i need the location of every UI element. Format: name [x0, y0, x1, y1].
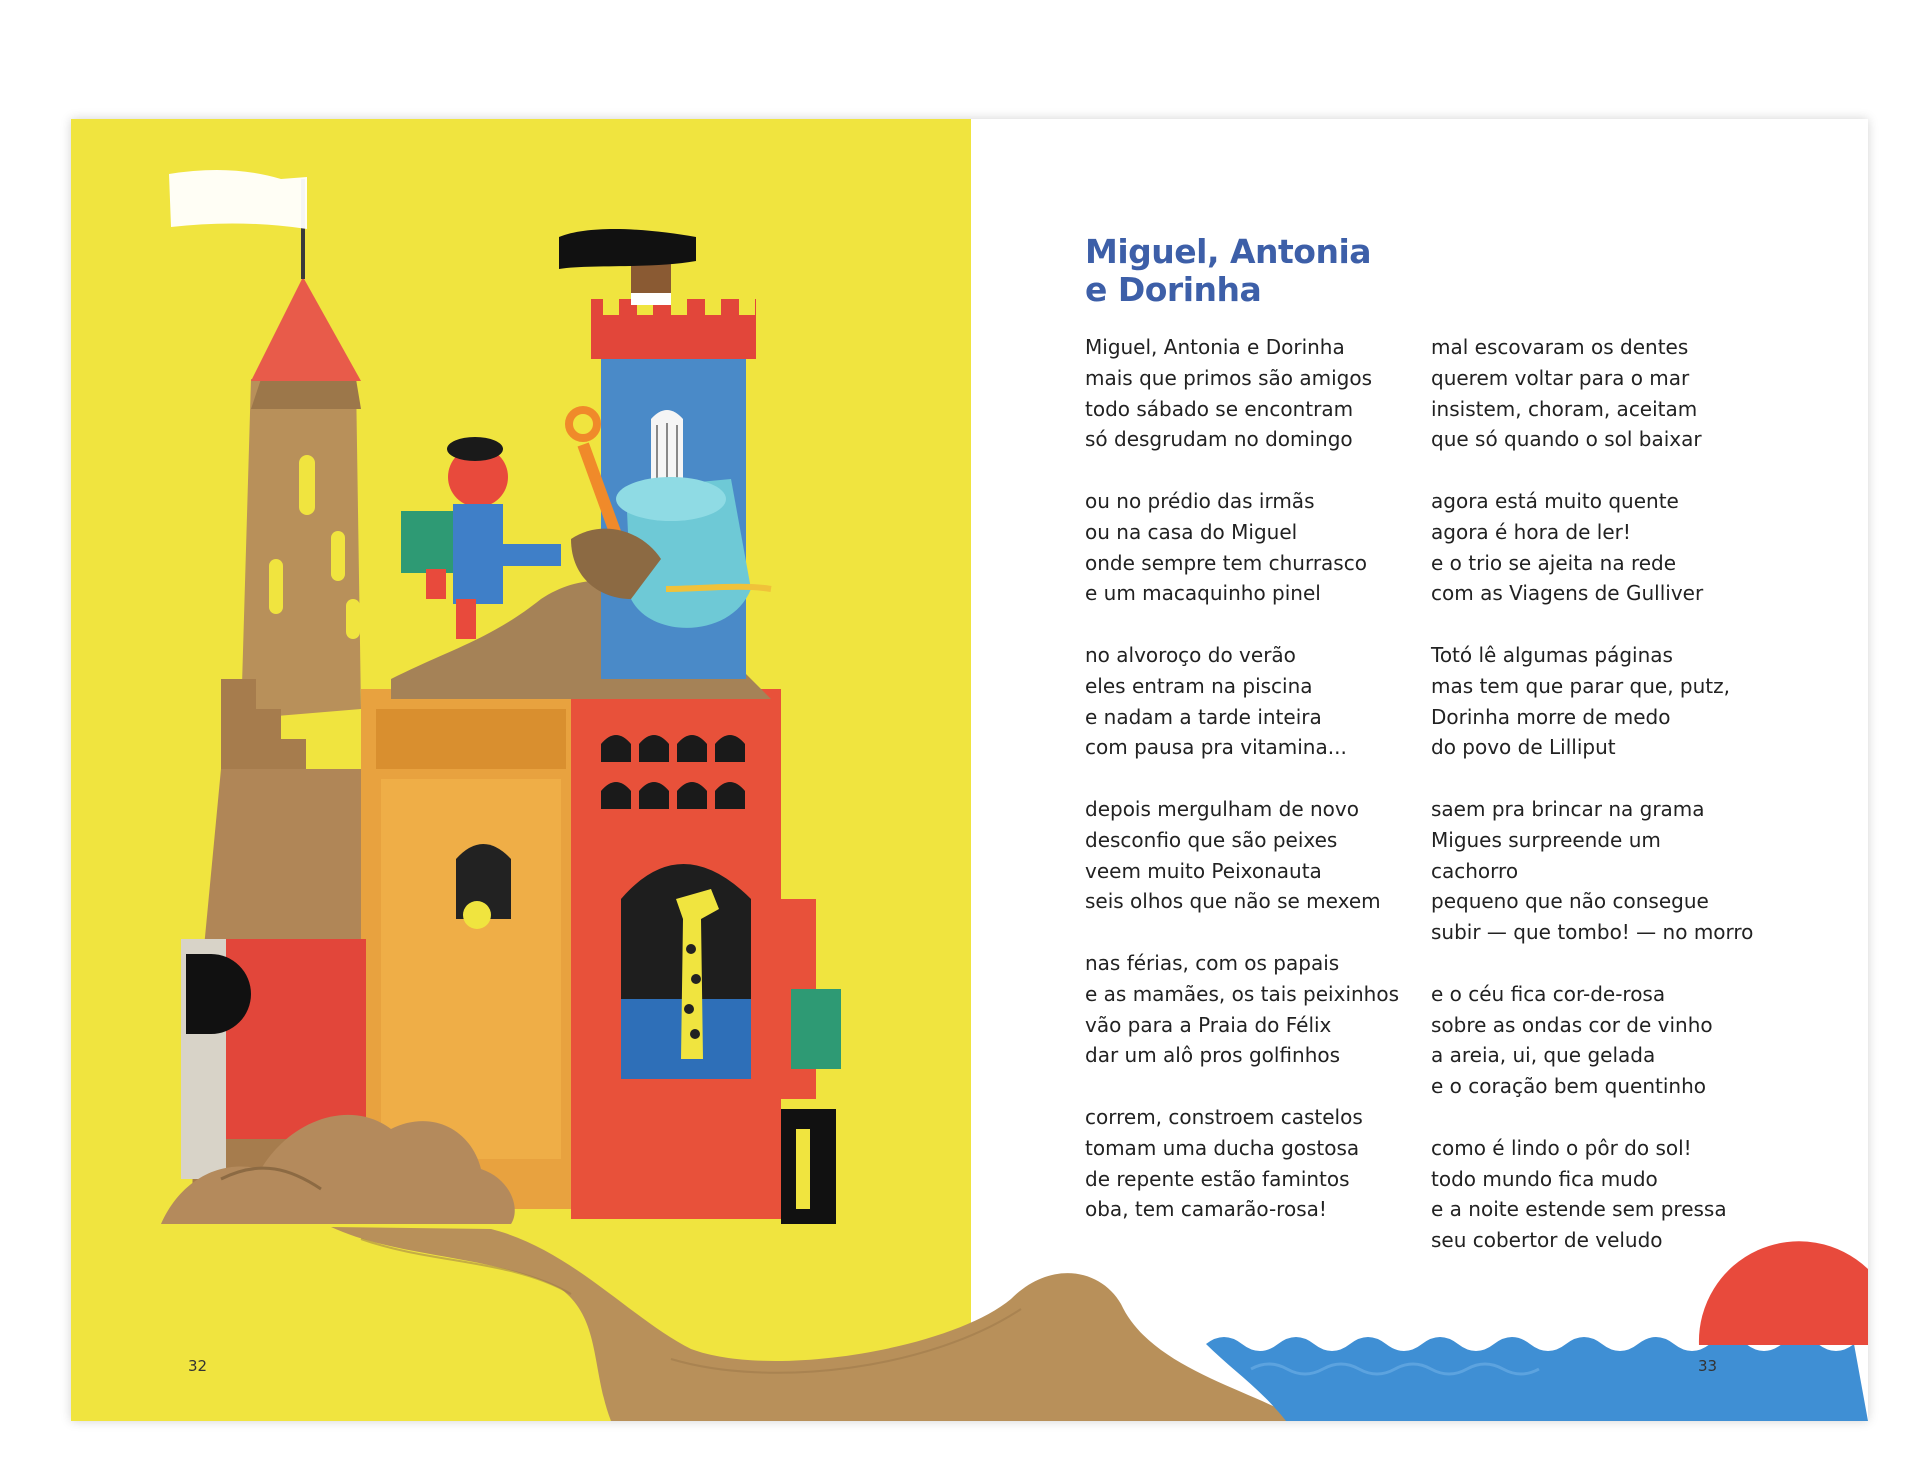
- poem-title-line-2: e Dorinha: [1085, 270, 1262, 309]
- poem-title-line-1: Miguel, Antonia: [1085, 232, 1372, 271]
- poem-line: mal escovaram os dentes: [1431, 335, 1689, 359]
- poem-line: no alvoroço do verão: [1085, 642, 1296, 667]
- poem-line: como é lindo o pôr do sol!: [1431, 1135, 1692, 1160]
- stanza: [1085, 640, 1425, 763]
- stanza: [1085, 794, 1425, 917]
- poem-line: Totó lê algumas páginas: [1431, 642, 1673, 667]
- stanza: [1085, 1102, 1425, 1225]
- poem-line: ou na casa do Miguel: [1085, 519, 1298, 544]
- stanza: [1085, 332, 1425, 455]
- poem-line: querem voltar para o mar: [1431, 365, 1690, 390]
- poem-line: desconfio que são peixes: [1085, 827, 1338, 852]
- poem-line: tomam uma ducha gostosa: [1085, 1135, 1360, 1160]
- poem-line: pequeno que não consegue: [1431, 889, 1709, 914]
- flag-icon: [169, 170, 307, 279]
- poem-line: seis olhos que não se mexem: [1085, 889, 1381, 914]
- poem-line: todo mundo fica mudo: [1431, 1166, 1658, 1191]
- poem-line: e um macaquinho pinel: [1085, 581, 1321, 606]
- poem-column-left: [1085, 332, 1425, 1256]
- poem-line: a areia, ui, que gelada: [1431, 1043, 1656, 1068]
- poem-line: e nadam a tarde inteira: [1085, 704, 1322, 729]
- child-icon: [559, 229, 696, 305]
- stanza: [1431, 794, 1811, 948]
- poem-line: seu cobertor de veludo: [1431, 1228, 1663, 1253]
- poem-line: cachorro: [1431, 858, 1519, 883]
- poem-line: onde sempre tem churrasco: [1085, 550, 1367, 575]
- stanza: [1085, 486, 1425, 609]
- poem-line: mas tem que parar que, putz,: [1431, 673, 1731, 698]
- stanza: [1431, 1133, 1811, 1256]
- page-number-left: 32: [188, 1357, 208, 1375]
- poem-line: sobre as ondas cor de vinho: [1431, 1012, 1713, 1037]
- poem-line: só desgrudam no domingo: [1085, 427, 1353, 452]
- poem-line: correm, constroem castelos: [1085, 1104, 1363, 1129]
- poem-line: eles entram na piscina: [1085, 673, 1313, 698]
- sand-path-icon: [331, 1227, 1301, 1421]
- stanza: [1431, 332, 1811, 455]
- stanza: [1085, 948, 1425, 1071]
- poem-title: [1085, 233, 1371, 309]
- poem-line: e o trio se ajeita na rede: [1431, 550, 1677, 575]
- poem-line: com as Viagens de Gulliver: [1431, 581, 1704, 606]
- poem-line: e a noite estende sem pressa: [1431, 1197, 1727, 1222]
- poem-line: ou no prédio das irmãs: [1085, 488, 1315, 513]
- stanza: [1431, 979, 1811, 1102]
- poem-line: Dorinha morre de medo: [1431, 704, 1671, 729]
- poem-line: nas férias, com os papais: [1085, 950, 1340, 975]
- poem-line: saem pra brincar na grama: [1431, 796, 1705, 821]
- poem-line: dar um alô pros golfinhos: [1085, 1043, 1341, 1068]
- poem-line: e o coração bem quentinho: [1431, 1074, 1706, 1099]
- poem-line: veem muito Peixonauta: [1085, 858, 1322, 883]
- poem-column-right: [1431, 332, 1811, 1287]
- poem-line: subir — que tombo! — no morro: [1431, 920, 1754, 945]
- poem-line: insistem, choram, aceitam: [1431, 396, 1698, 421]
- poem-line: depois mergulham de novo: [1085, 796, 1359, 821]
- poem-line: agora está muito quente: [1431, 488, 1679, 513]
- stanza: [1431, 486, 1811, 609]
- poem-line: mais que primos são amigos: [1085, 365, 1372, 390]
- poem-line: oba, tem camarão-rosa!: [1085, 1197, 1327, 1222]
- poem-line: de repente estão famintos: [1085, 1166, 1350, 1191]
- stanza: [1431, 640, 1811, 763]
- sand-castle-icon: [161, 170, 841, 1224]
- poem-line: Migues surpreende um: [1431, 827, 1661, 852]
- page-number-right: 33: [1698, 1357, 1718, 1375]
- poem-line: e as mamães, os tais peixinhos: [1085, 981, 1400, 1006]
- poem-line: e o céu fica cor-de-rosa: [1431, 981, 1666, 1006]
- poem-line: com pausa pra vitamina...: [1085, 735, 1347, 760]
- book-spread: [71, 119, 1868, 1421]
- sea-waves-icon: [1206, 1337, 1868, 1421]
- poem-line: todo sábado se encontram: [1085, 396, 1354, 421]
- poem-line: que só quando o sol baixar: [1431, 427, 1702, 452]
- poem-line: Miguel, Antonia e Dorinha: [1085, 335, 1345, 359]
- poem-line: vão para a Praia do Félix: [1085, 1012, 1332, 1037]
- poem-line: do povo de Lilliput: [1431, 735, 1616, 760]
- poem-line: agora é hora de ler!: [1431, 519, 1631, 544]
